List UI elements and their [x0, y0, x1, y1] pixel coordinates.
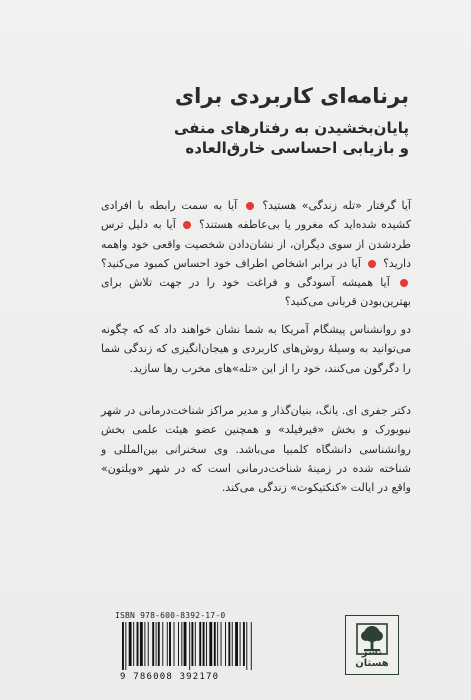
barcode-bar [206, 622, 207, 666]
barcode-image [121, 622, 283, 670]
barcode-bar [232, 622, 233, 666]
question-text-4: آیا در برابر اشخاص اطراف خود احساس کمبود می‌کنید؟ [101, 256, 361, 270]
barcode-number: 9 786008 392170 [120, 672, 220, 682]
barcode-bar [158, 622, 160, 666]
barcode-bar [240, 622, 241, 666]
cover-subtitle-line-2: و بازیابی احساسی خارق‌العاده [185, 139, 409, 158]
barcode-bar [209, 622, 212, 666]
isbn-barcode-block [115, 611, 291, 685]
title-block [79, 84, 409, 159]
author-bio-paragraph: دکتر جفری ای. یانگ، بنیان‌گذار و مدیر مراکز شناخت‌درمانی در شهر نیویورک و بخش «فیرفیلد» و همچنین عضو هیئت علمی بخش روانشناسی دانشگاه کلمبیا می‌باشد. وی سخنرانی بین‌المللی و شناخته شده در زمینهٔ شناخت‌درمانی است که در شهر «ویلتون» واقع در ایالت «کنکتیکوت» زندگی می‌کند. [101, 404, 411, 494]
barcode-bar [243, 622, 245, 666]
red-bullet-icon [368, 260, 376, 268]
barcode-bar [181, 622, 182, 666]
barcode-bar [122, 622, 124, 670]
barcode-bar [184, 622, 187, 666]
barcode-bar [125, 622, 126, 670]
barcode-bar [225, 622, 226, 666]
barcode-bar [167, 622, 168, 666]
barcode-bar [199, 622, 201, 666]
publisher-logo [345, 615, 399, 675]
barcode-bar [162, 622, 163, 666]
description-paragraph: دو روانشناس پیشگام آمریکا به شما نشان خواهند داد که که چگونه می‌توانید به وسیلهٔ روش‌های کاربردی و هیجان‌انگیزی که زندگی شما را دگرگون می‌کنند، خود را از این «تله»های مخرب رها سازید. [101, 323, 411, 375]
barcode-bar [228, 622, 230, 666]
barcode-bar [152, 622, 154, 666]
barcode-bar [217, 622, 218, 666]
barcode-bar [174, 622, 175, 666]
barcode-bar [191, 622, 193, 666]
cover-title-main: برنامه‌ای کاربردی برای [174, 84, 409, 108]
barcode-bar [148, 622, 149, 666]
barcode-bar [221, 622, 222, 666]
barcode-bar [203, 622, 205, 666]
barcode-bar [246, 622, 247, 670]
barcode-bar [133, 622, 134, 666]
barcode-bar [156, 622, 157, 666]
barcode-bar [195, 622, 196, 666]
question-text-5: آیا همیشه آسودگی و فراغت خود را در جهت تلاش برای بهترین‌بودن قربانی می‌کنید؟ [101, 276, 411, 309]
isbn-label: ISBN 978-600-8392-17-0 [115, 611, 226, 620]
barcode-bar [235, 622, 238, 666]
barcode-bar [169, 622, 171, 666]
barcode-bar [178, 622, 179, 666]
question-text-2: آیا به سمت رابطه با افرادی کشیده شده‌اید که مغرور یا بی‌عاطفه هستند؟ [101, 199, 411, 232]
question-text-3: آیا به دلیل ترس طردشدن از سوی دیگران، از نشان‌دادن شخصیت واقعی خود واهمه دارید؟ [101, 218, 412, 270]
barcode-bar [137, 622, 139, 666]
barcode-bar [129, 622, 132, 666]
cover-subtitle-line-1: پایان‌بخشیدن به رفتارهای منفی [173, 119, 409, 138]
red-bullet-icon [400, 279, 408, 287]
barcode-bar [140, 622, 143, 666]
barcode-bar [144, 622, 145, 666]
questions-paragraph [101, 196, 411, 312]
barcode-bar [189, 622, 190, 670]
barcode-bar [251, 622, 252, 670]
barcode-bar [214, 622, 216, 666]
question-text-1: آیا گرفتار «تله زندگی» هستید؟ [262, 199, 411, 212]
red-bullet-icon [246, 202, 254, 210]
red-bullet-icon [183, 221, 191, 229]
publisher-name: نشر هستان [355, 647, 389, 669]
